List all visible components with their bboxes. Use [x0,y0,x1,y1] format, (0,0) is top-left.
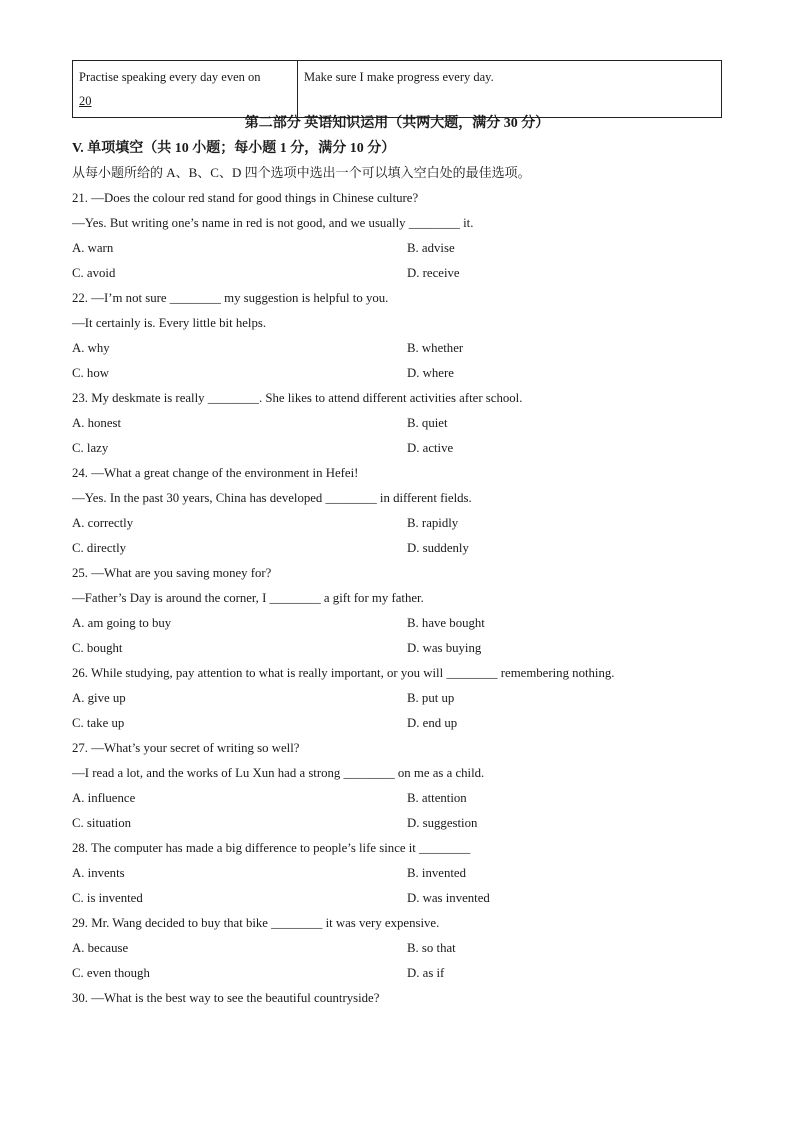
answer-option: B. so that [407,941,456,955]
answer-option: B. quiet [407,416,448,430]
answer-option: C. situation [72,816,132,830]
answer-option: D. where [407,366,454,380]
answer-option: A. influence [72,791,136,805]
question-reply: —Yes. But writing one’s name in red is not good, and we usually ________ it. [72,216,474,230]
answer-option: A. warn [72,241,114,255]
question-reply: —Yes. In the past 30 years, China has developed ________ in different fields. [72,491,472,505]
answer-option: D. was buying [407,641,482,655]
plan-table [72,60,722,118]
table-cell-right [298,61,722,118]
question-stem: 27. —What’s your secret of writing so well? [72,741,300,755]
left-cell-text: Practise speaking every day even on [79,70,261,84]
question-stem: 24. —What a great change of the environment in Hefei! [72,466,359,480]
answer-option: B. advise [407,241,455,255]
answer-option: D. suddenly [407,541,469,555]
answer-option: C. bought [72,641,123,655]
question-stem: 23. My deskmate is really ________. She likes to attend different activities after school. [72,391,523,405]
blank-20: 20 [79,94,92,108]
answer-option: B. have bought [407,616,485,630]
part-title: 第二部分 英语知识运用（共两大题，满分 30 分） [244,116,550,131]
question-stem: 22. —I’m not sure ________ my suggestion is helpful to you. [72,291,389,305]
answer-option: B. rapidly [407,516,459,530]
question-stem: 21. —Does the colour red stand for good things in Chinese culture? [72,191,419,205]
answer-option: B. invented [407,866,466,880]
question-stem: 29. Mr. Wang decided to buy that bike ________ it was very expensive. [72,916,440,930]
answer-option: A. correctly [72,516,134,530]
answer-option: C. how [72,366,109,380]
answer-option: C. avoid [72,266,116,280]
answer-option: D. end up [407,716,458,730]
section-title: V. 单项填空（共 10 小题；每小题 1 分，满分 10 分） [72,141,396,156]
answer-option: A. invents [72,866,125,880]
right-cell-text: Make sure I make progress every day. [304,70,494,84]
question-stem: 26. While studying, pay attention to what is really important, or you will ________ remembering nothing. [72,666,615,680]
question-stem: 25. —What are you saving money for? [72,566,272,580]
table-cell-left [73,61,298,118]
answer-option: D. receive [407,266,460,280]
answer-option: A. am going to buy [72,616,172,630]
answer-option: C. directly [72,541,127,555]
question-reply: —I read a lot, and the works of Lu Xun had a strong ________ on me as a child. [72,766,485,780]
question-reply: —It certainly is. Every little bit helps. [72,316,267,330]
answer-option: B. attention [407,791,467,805]
answer-option: D. as if [407,966,445,980]
answer-option: D. suggestion [407,816,478,830]
answer-option: D. active [407,441,454,455]
answer-option: C. is invented [72,891,143,905]
answer-option: A. give up [72,691,126,705]
answer-option: C. lazy [72,441,109,455]
answer-option: C. even though [72,966,150,980]
instruction-text: 从每小题所给的 A、B、C、D 四个选项中选出一个可以填入空白处的最佳选项。 [72,165,531,180]
answer-option: A. because [72,941,129,955]
answer-option: A. honest [72,416,122,430]
answer-option: C. take up [72,716,125,730]
answer-option: A. why [72,341,110,355]
answer-option: D. was invented [407,891,490,905]
table-row [73,61,722,118]
answer-option: B. whether [407,341,464,355]
question-stem: 30. —What is the best way to see the beautiful countryside? [72,991,380,1005]
answer-option: B. put up [407,691,455,705]
question-reply: —Father’s Day is around the corner, I ________ a gift for my father. [72,591,424,605]
question-stem: 28. The computer has made a big difference to people’s life since it ________ [72,841,471,855]
